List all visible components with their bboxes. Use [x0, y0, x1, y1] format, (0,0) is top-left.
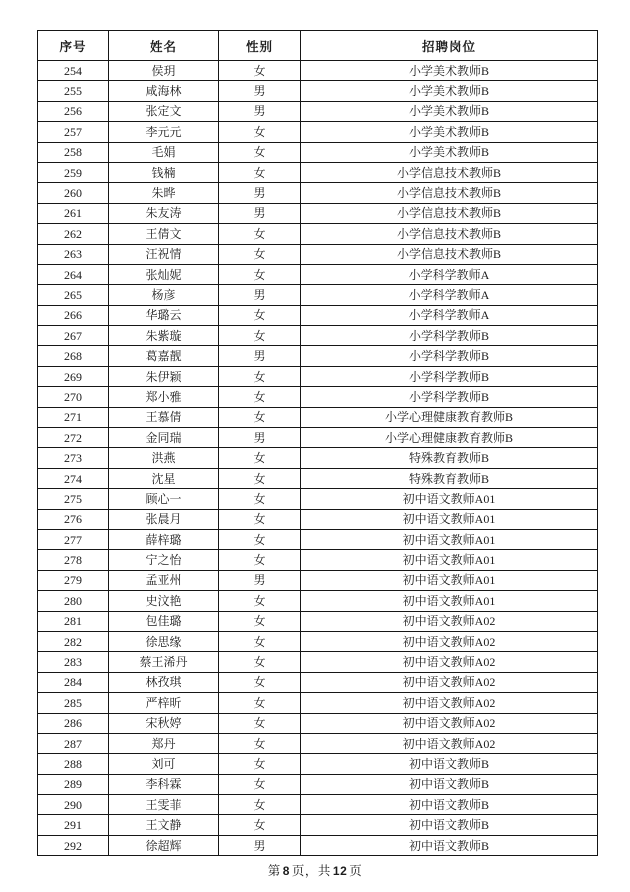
cell-name: 王倩文 — [109, 224, 219, 244]
cell-gender: 男 — [219, 835, 301, 855]
cell-serial-number: 266 — [38, 305, 109, 325]
table-row — [38, 224, 598, 244]
cell-serial-number: 282 — [38, 631, 109, 651]
cell-serial-number: 257 — [38, 122, 109, 142]
footer-middle: 页，共 — [291, 864, 331, 878]
cell-gender: 女 — [219, 754, 301, 774]
cell-serial-number: 288 — [38, 754, 109, 774]
cell-position: 初中语文教师A01 — [301, 509, 598, 529]
table-row — [38, 713, 598, 733]
cell-gender: 女 — [219, 672, 301, 692]
cell-gender: 女 — [219, 489, 301, 509]
cell-position: 小学美术教师B — [301, 81, 598, 101]
table-row — [38, 468, 598, 488]
cell-position: 初中语文教师A02 — [301, 733, 598, 753]
table-row — [38, 489, 598, 509]
cell-serial-number: 255 — [38, 81, 109, 101]
cell-name: 史汶艳 — [109, 591, 219, 611]
table-row — [38, 815, 598, 835]
cell-position: 小学信息技术教师B — [301, 183, 598, 203]
cell-serial-number: 269 — [38, 366, 109, 386]
cell-gender: 女 — [219, 815, 301, 835]
cell-gender: 女 — [219, 366, 301, 386]
cell-position: 初中语文教师B — [301, 754, 598, 774]
cell-position: 小学科学教师B — [301, 366, 598, 386]
cell-serial-number: 290 — [38, 795, 109, 815]
table-header-row — [38, 31, 598, 61]
table-row — [38, 795, 598, 815]
table-row — [38, 754, 598, 774]
table-header — [38, 31, 598, 61]
cell-name: 沈星 — [109, 468, 219, 488]
table-row — [38, 366, 598, 386]
cell-serial-number: 265 — [38, 285, 109, 305]
footer-prefix: 第 — [267, 864, 281, 878]
cell-name: 林孜琪 — [109, 672, 219, 692]
cell-gender: 女 — [219, 774, 301, 794]
cell-serial-number: 270 — [38, 387, 109, 407]
cell-gender: 女 — [219, 529, 301, 549]
table-row — [38, 162, 598, 182]
table-row — [38, 672, 598, 692]
cell-gender: 女 — [219, 448, 301, 468]
cell-name: 顾心一 — [109, 489, 219, 509]
cell-serial-number: 262 — [38, 224, 109, 244]
cell-gender: 女 — [219, 591, 301, 611]
table-row — [38, 529, 598, 549]
cell-gender: 男 — [219, 285, 301, 305]
cell-serial-number: 291 — [38, 815, 109, 835]
cell-name: 王雯菲 — [109, 795, 219, 815]
cell-position: 初中语文教师A02 — [301, 652, 598, 672]
table-row — [38, 407, 598, 427]
cell-name: 李元元 — [109, 122, 219, 142]
cell-name: 王文静 — [109, 815, 219, 835]
column-header-gender: 性别 — [219, 31, 301, 61]
cell-name: 宋秋婷 — [109, 713, 219, 733]
cell-name: 葛嘉靓 — [109, 346, 219, 366]
cell-name: 钱楠 — [109, 162, 219, 182]
cell-name: 蔡王浠丹 — [109, 652, 219, 672]
cell-position: 初中语文教师A02 — [301, 713, 598, 733]
cell-serial-number: 281 — [38, 611, 109, 631]
cell-serial-number: 272 — [38, 428, 109, 448]
cell-position: 初中语文教师A01 — [301, 489, 598, 509]
cell-position: 小学科学教师A — [301, 285, 598, 305]
cell-position: 小学美术教师B — [301, 101, 598, 121]
cell-serial-number: 259 — [38, 162, 109, 182]
cell-position: 初中语文教师A02 — [301, 631, 598, 651]
cell-serial-number: 275 — [38, 489, 109, 509]
table-row — [38, 101, 598, 121]
cell-gender: 女 — [219, 387, 301, 407]
table-row — [38, 203, 598, 223]
cell-serial-number: 287 — [38, 733, 109, 753]
cell-name: 徐超辉 — [109, 835, 219, 855]
cell-position: 初中语文教师B — [301, 774, 598, 794]
cell-position: 小学心理健康教育教师B — [301, 407, 598, 427]
table-row — [38, 509, 598, 529]
cell-gender: 男 — [219, 183, 301, 203]
cell-serial-number: 274 — [38, 468, 109, 488]
table-row — [38, 550, 598, 570]
cell-position: 小学科学教师B — [301, 346, 598, 366]
cell-name: 张定文 — [109, 101, 219, 121]
table-row — [38, 122, 598, 142]
cell-serial-number: 273 — [38, 448, 109, 468]
table-row — [38, 631, 598, 651]
cell-serial-number: 279 — [38, 570, 109, 590]
cell-gender: 女 — [219, 733, 301, 753]
cell-gender: 女 — [219, 693, 301, 713]
cell-gender: 女 — [219, 550, 301, 570]
cell-position: 初中语文教师A02 — [301, 693, 598, 713]
cell-gender: 男 — [219, 81, 301, 101]
cell-serial-number: 260 — [38, 183, 109, 203]
table-row — [38, 264, 598, 284]
cell-position: 初中语文教师B — [301, 815, 598, 835]
table-row — [38, 285, 598, 305]
cell-name: 严梓昕 — [109, 693, 219, 713]
cell-position: 小学美术教师B — [301, 61, 598, 81]
cell-serial-number: 284 — [38, 672, 109, 692]
cell-name: 洪燕 — [109, 448, 219, 468]
cell-gender: 女 — [219, 795, 301, 815]
cell-position: 特殊教育教师B — [301, 448, 598, 468]
footer-page-number: 8 — [282, 864, 290, 878]
cell-position: 小学科学教师A — [301, 305, 598, 325]
table-body — [38, 61, 598, 856]
cell-name: 薛梓璐 — [109, 529, 219, 549]
cell-name: 包佳璐 — [109, 611, 219, 631]
cell-position: 初中语文教师A02 — [301, 672, 598, 692]
cell-name: 朱晔 — [109, 183, 219, 203]
cell-name: 朱紫璇 — [109, 326, 219, 346]
cell-serial-number: 283 — [38, 652, 109, 672]
cell-name: 郑丹 — [109, 733, 219, 753]
cell-serial-number: 263 — [38, 244, 109, 264]
cell-position: 小学科学教师B — [301, 326, 598, 346]
cell-gender: 男 — [219, 570, 301, 590]
cell-serial-number: 254 — [38, 61, 109, 81]
table-row — [38, 835, 598, 855]
table-row — [38, 183, 598, 203]
table-row — [38, 570, 598, 590]
cell-gender: 女 — [219, 122, 301, 142]
cell-position: 小学心理健康教育教师B — [301, 428, 598, 448]
cell-position: 初中语文教师A01 — [301, 550, 598, 570]
cell-name: 华璐云 — [109, 305, 219, 325]
cell-gender: 男 — [219, 346, 301, 366]
cell-serial-number: 258 — [38, 142, 109, 162]
cell-gender: 男 — [219, 101, 301, 121]
cell-name: 毛娟 — [109, 142, 219, 162]
table-row — [38, 61, 598, 81]
table-row — [38, 387, 598, 407]
cell-gender: 女 — [219, 244, 301, 264]
cell-serial-number: 285 — [38, 693, 109, 713]
cell-gender: 男 — [219, 203, 301, 223]
cell-name: 咸海林 — [109, 81, 219, 101]
cell-serial-number: 278 — [38, 550, 109, 570]
table-row — [38, 693, 598, 713]
cell-name: 徐思缘 — [109, 631, 219, 651]
cell-gender: 女 — [219, 224, 301, 244]
cell-position: 小学信息技术教师B — [301, 244, 598, 264]
cell-serial-number: 289 — [38, 774, 109, 794]
cell-position: 小学美术教师B — [301, 142, 598, 162]
cell-name: 张晨月 — [109, 509, 219, 529]
cell-name: 张灿妮 — [109, 264, 219, 284]
cell-serial-number: 280 — [38, 591, 109, 611]
cell-position: 小学科学教师A — [301, 264, 598, 284]
cell-position: 特殊教育教师B — [301, 468, 598, 488]
cell-gender: 女 — [219, 468, 301, 488]
table-row — [38, 142, 598, 162]
cell-gender: 女 — [219, 407, 301, 427]
cell-gender: 女 — [219, 509, 301, 529]
cell-gender: 女 — [219, 652, 301, 672]
cell-gender: 女 — [219, 326, 301, 346]
table-row — [38, 305, 598, 325]
cell-gender: 男 — [219, 428, 301, 448]
page-footer — [0, 861, 630, 879]
cell-name: 金同瑞 — [109, 428, 219, 448]
table-row — [38, 733, 598, 753]
cell-name: 杨彦 — [109, 285, 219, 305]
table-row — [38, 81, 598, 101]
cell-position: 小学美术教师B — [301, 122, 598, 142]
cell-name: 王慕倩 — [109, 407, 219, 427]
table-row — [38, 326, 598, 346]
cell-name: 刘可 — [109, 754, 219, 774]
cell-position: 初中语文教师A01 — [301, 591, 598, 611]
cell-name: 李科霖 — [109, 774, 219, 794]
table-row — [38, 448, 598, 468]
table-row — [38, 611, 598, 631]
cell-position: 初中语文教师A02 — [301, 611, 598, 631]
cell-serial-number: 277 — [38, 529, 109, 549]
cell-serial-number: 261 — [38, 203, 109, 223]
recruitment-roster-table — [37, 30, 598, 856]
cell-name: 侯玥 — [109, 61, 219, 81]
cell-gender: 女 — [219, 264, 301, 284]
cell-position: 初中语文教师A01 — [301, 570, 598, 590]
table-row — [38, 428, 598, 448]
cell-name: 朱友涛 — [109, 203, 219, 223]
cell-gender: 女 — [219, 162, 301, 182]
column-header-name: 姓名 — [109, 31, 219, 61]
cell-gender: 女 — [219, 713, 301, 733]
cell-gender: 女 — [219, 142, 301, 162]
cell-position: 小学信息技术教师B — [301, 203, 598, 223]
cell-serial-number: 268 — [38, 346, 109, 366]
cell-serial-number: 286 — [38, 713, 109, 733]
cell-serial-number: 292 — [38, 835, 109, 855]
cell-name: 宁之怡 — [109, 550, 219, 570]
footer-suffix: 页 — [349, 864, 363, 878]
cell-position: 初中语文教师B — [301, 795, 598, 815]
table-row — [38, 652, 598, 672]
cell-name: 孟亚州 — [109, 570, 219, 590]
cell-serial-number: 267 — [38, 326, 109, 346]
table-row — [38, 591, 598, 611]
cell-position: 初中语文教师B — [301, 835, 598, 855]
cell-serial-number: 256 — [38, 101, 109, 121]
cell-name: 朱伊颖 — [109, 366, 219, 386]
cell-position: 小学科学教师B — [301, 387, 598, 407]
table-row — [38, 346, 598, 366]
cell-gender: 女 — [219, 631, 301, 651]
cell-gender: 女 — [219, 305, 301, 325]
footer-total-pages: 12 — [332, 864, 348, 878]
cell-serial-number: 264 — [38, 264, 109, 284]
table-row — [38, 244, 598, 264]
cell-serial-number: 271 — [38, 407, 109, 427]
cell-name: 郑小雅 — [109, 387, 219, 407]
column-header-serial-number: 序号 — [38, 31, 109, 61]
cell-position: 小学信息技术教师B — [301, 224, 598, 244]
cell-gender: 女 — [219, 61, 301, 81]
cell-name: 汪祝情 — [109, 244, 219, 264]
cell-serial-number: 276 — [38, 509, 109, 529]
table-row — [38, 774, 598, 794]
column-header-position: 招聘岗位 — [301, 31, 598, 61]
cell-gender: 女 — [219, 611, 301, 631]
cell-position: 小学信息技术教师B — [301, 162, 598, 182]
cell-position: 初中语文教师A01 — [301, 529, 598, 549]
